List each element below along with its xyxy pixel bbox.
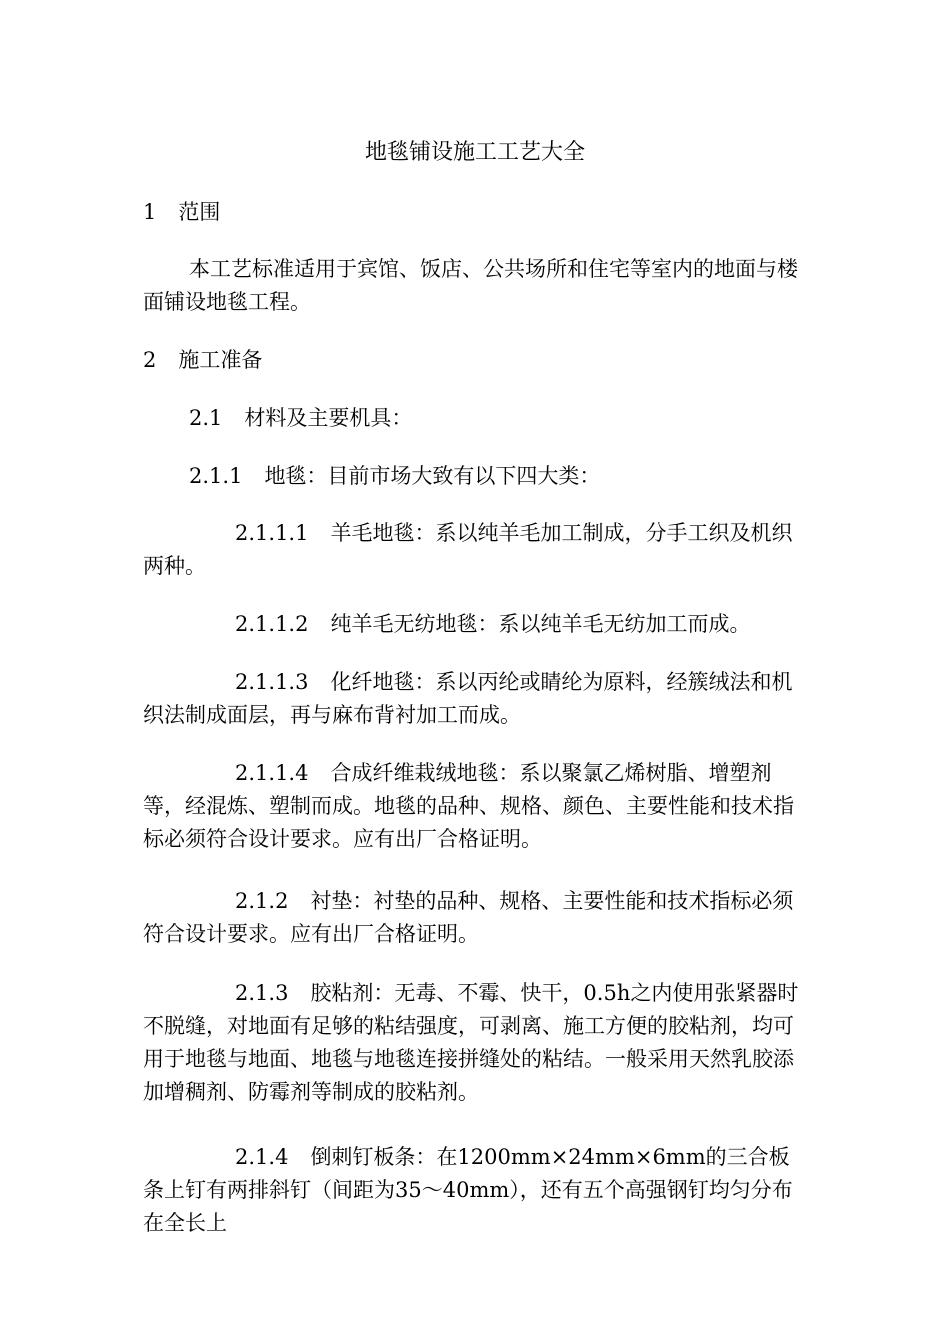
section-text: 羊毛地毯：系以纯羊毛加工制成，分手工织及机织两种。 bbox=[143, 521, 793, 578]
section-number: 2.1 bbox=[189, 406, 223, 430]
section-text: 纯羊毛无纺地毯：系以纯羊毛无纺加工而成。 bbox=[330, 612, 751, 636]
section-label: 施工准备 bbox=[178, 348, 263, 372]
section-2-1-1-heading bbox=[189, 460, 600, 493]
section-text: 倒刺钉板条：在1200mm×24mm×6mm的三合板条上钉有两排斜钉（间距为35～40mm），还有五个高强钢钉均匀分布在全长上 bbox=[143, 1145, 793, 1235]
section-number: 2.1.4 bbox=[235, 1145, 289, 1169]
section-2-1-4-paragraph bbox=[143, 1141, 807, 1240]
section-number: 2.1.1.2 bbox=[235, 612, 309, 636]
section-number: 1 bbox=[143, 200, 157, 224]
section-label: 地毯：目前市场大致有以下四大类： bbox=[264, 464, 601, 488]
section-number: 2.1.1.4 bbox=[235, 761, 309, 785]
section-text: 化纤地毯：系以丙纶或睛纶为原料，经簇绒法和机织法制成面层，再与麻布背衬加工而成。 bbox=[143, 670, 793, 727]
section-2-1-1-4-paragraph bbox=[143, 757, 807, 856]
section-2-heading bbox=[143, 344, 262, 377]
section-text: 合成纤维栽绒地毯：系以聚氯乙烯树脂、增塑剂等，经混炼、塑制而成。地毯的品种、规格、颜色、主要性能和技术指标必须符合设计要求。应有出厂合格证明。 bbox=[143, 761, 794, 851]
section-2-1-heading bbox=[189, 402, 412, 435]
document-title: 地毯铺设施工工艺大全 bbox=[364, 140, 585, 165]
section-number: 2.1.1.1 bbox=[235, 521, 309, 545]
section-number: 2.1.1.3 bbox=[235, 670, 309, 694]
section-2-1-3-paragraph bbox=[143, 977, 807, 1109]
section-2-1-1-3-paragraph bbox=[143, 666, 807, 732]
section-1-body: 本工艺标准适用于宾馆、饭店、公共场所和住宅等室内的地面与楼面铺设地毯工程。 bbox=[143, 257, 798, 314]
section-number: 2.1.3 bbox=[235, 981, 289, 1005]
section-text: 衬垫：衬垫的品种、规格、主要性能和技术指标必须符合设计要求。应有出厂合格证明。 bbox=[143, 889, 794, 946]
section-1-heading bbox=[143, 196, 220, 229]
section-number: 2 bbox=[143, 348, 157, 372]
section-2-1-2-paragraph bbox=[143, 885, 807, 951]
section-label: 材料及主要机具： bbox=[244, 406, 413, 430]
section-number: 2.1.2 bbox=[235, 889, 289, 913]
section-text: 胶粘剂：无毒、不霉、快干，0.5h之内使用张紧器时不脱缝，对地面有足够的粘结强度，可剥离、施工方便的胶粘剂，均可用于地毯与地面、地毯与地毯连接拼缝处的粘结。一般采用天然乳胶添加增稠剂、防霉剂等制成的胶粘剂。 bbox=[143, 981, 799, 1104]
section-2-1-1-1-paragraph bbox=[143, 517, 807, 583]
section-label: 范围 bbox=[178, 200, 221, 224]
section-number: 2.1.1 bbox=[189, 464, 243, 488]
section-2-1-1-2-paragraph bbox=[143, 608, 807, 641]
